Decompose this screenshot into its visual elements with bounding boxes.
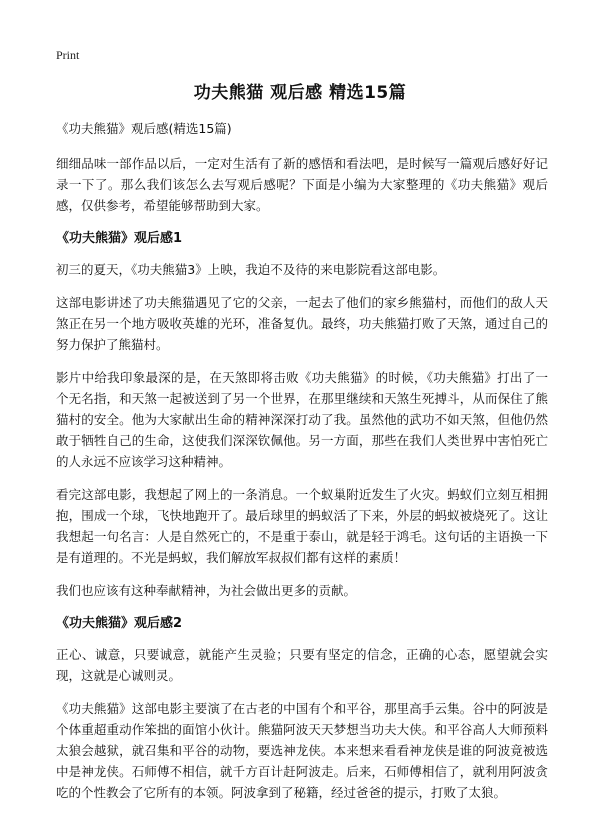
article-body	[56, 118, 548, 815]
print-link[interactable]: Print	[56, 48, 80, 62]
paragraph: 我们也应该有这种奉献精神，为社会做出更多的贡献。	[56, 583, 357, 598]
article-subtitle: 《功夫熊猫》观后感(精选15篇)	[56, 121, 232, 136]
page-title: 功夫熊猫 观后感 精选15篇	[193, 83, 407, 103]
paragraph: 正心、诚意，只要诚意，就能产生灵验；只要有坚定的信念，正确的心态，愿望就会实现，这就是心诚则灵。	[56, 647, 548, 683]
paragraph: 影片中给我印象最深的是，在天煞即将击败《功夫熊猫》的时候，《功夫熊猫》打出了一个无名指，和天煞一起被送到了另一个世界，在那里继续和天煞生死搏斗，从而保住了熊猫村的安全。他为大家献出生命的精神深深打动了我。虽然他的武功不如天煞，但他仍然敢于牺牲自己的生命，这使我们深深钦佩他。另一方面，那些在我们人类世界中害怕死亡的人永远不应该学习这种精神。	[56, 370, 548, 469]
paragraph: 初三的夏天，《功夫熊猫3》上映，我迫不及待的来电影院看这部电影。	[56, 262, 446, 277]
paragraph: 看完这部电影，我想起了网上的一条消息。一个蚁巢附近发生了火灾。蚂蚁们立刻互相拥抱，围成一个球，飞快地跑开了。最后球里的蚂蚁活了下来，外层的蚂蚁被烧死了。这让我想起一句名言：人是自然死亡的，不是重于泰山，就是轻于鸿毛。这句话的主语换一下是有道理的。不光是蚂蚁，我们解放军叔叔们都有这样的素质！	[56, 487, 548, 565]
section-heading: 《功夫熊猫》观后感2	[56, 616, 183, 631]
section-heading: 《功夫熊猫》观后感1	[56, 231, 183, 246]
intro-paragraph: 细细品味一部作品以后，一定对生活有了新的感悟和看法吧，是时候写一篇观后感好好记录一下了。那么我们该怎么去写观后感呢？下面是小编为大家整理的《功夫熊猫》观后感，仅供参考，希望能够帮助到大家。	[56, 156, 548, 213]
paragraph: 这部电影讲述了功夫熊猫遇见了它的父亲，一起去了他们的家乡熊猫村，而他们的敌人天煞正在另一个地方吸收英雄的光环，准备复仇。最终，功夫熊猫打败了天煞，通过自己的努力保护了熊猫村。	[56, 295, 548, 352]
paragraph: 《功夫熊猫》这部电影主要演了在古老的中国有个和平谷，那里高手云集。谷中的阿波是个体重超重动作笨拙的面馆小伙计。熊猫阿波天天梦想当功夫大侠。和平谷高人大师预料太狼会越狱，就召集和平谷的动物，要选神龙侠。本来想来看看神龙侠是谁的阿波竟被选中是神龙侠。石师傅不相信，就千方百计赶阿波走。后来，石师傅相信了，就利用阿波贪吃的个性教会了它所有的本领。阿波拿到了秘籍，经过爸爸的提示，打败了太狼。	[56, 701, 548, 800]
